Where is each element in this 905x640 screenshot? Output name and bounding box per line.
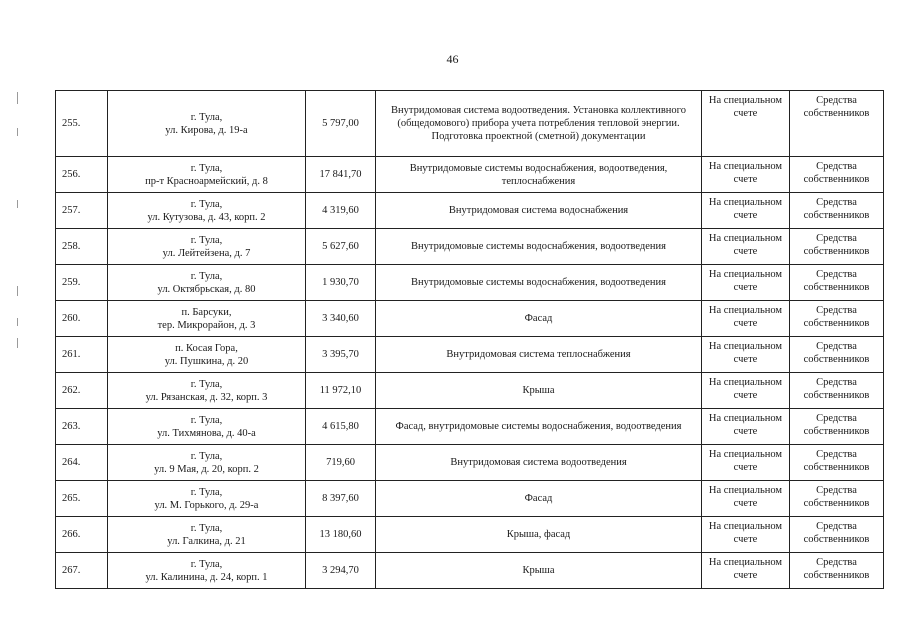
work-type-cell: Внутридомовая система водоотведения [376, 445, 702, 481]
address-street: ул. Тихмянова, д. 40-а [157, 427, 256, 439]
scan-mark [17, 92, 18, 104]
account-cell: На специальном счете [702, 373, 790, 409]
row-number: 256. [56, 157, 108, 193]
table-row [56, 445, 884, 481]
address-cell [108, 373, 306, 409]
row-number: 257. [56, 193, 108, 229]
row-number: 266. [56, 517, 108, 553]
address-street: тер. Микрорайон, д. 3 [157, 319, 256, 331]
address-locality: г. Тула, [190, 486, 223, 498]
row-number: 263. [56, 409, 108, 445]
address-street: ул. Галкина, д. 21 [167, 535, 246, 547]
account-cell: На специальном счете [702, 553, 790, 589]
work-type-cell: Внутридомовая система водоотведения. Установка коллективного (общедомового) прибора учета потребления тепловой энергии. Подготовка проектной (сметной) документации [376, 91, 702, 157]
address-street: пр-т Красноармейский, д. 8 [145, 175, 268, 187]
funding-source-cell: Средства собственников [790, 373, 884, 409]
work-type-cell: Внутридомовые системы водоснабжения, водоотведения [376, 265, 702, 301]
works-table-body [56, 91, 884, 589]
address-street: ул. 9 Мая, д. 20, корп. 2 [154, 463, 259, 475]
address-cell [108, 445, 306, 481]
amount-cell: 1 930,70 [306, 265, 376, 301]
amount-cell: 4 319,60 [306, 193, 376, 229]
table-row [56, 553, 884, 589]
amount-cell: 5 627,60 [306, 229, 376, 265]
work-type-cell: Внутридомовая система водоснабжения [376, 193, 702, 229]
account-cell: На специальном счете [702, 337, 790, 373]
address-street: ул. Рязанская, д. 32, корп. 3 [145, 391, 268, 403]
address-locality: г. Тула, [190, 198, 223, 210]
works-table [55, 90, 884, 589]
row-number: 264. [56, 445, 108, 481]
row-number: 258. [56, 229, 108, 265]
funding-source-cell: Средства собственников [790, 337, 884, 373]
amount-cell: 11 972,10 [306, 373, 376, 409]
funding-source-cell: Средства собственников [790, 265, 884, 301]
work-type-cell: Фасад [376, 481, 702, 517]
row-number: 259. [56, 265, 108, 301]
table-row [56, 337, 884, 373]
address-cell [108, 409, 306, 445]
funding-source-cell: Средства собственников [790, 193, 884, 229]
scan-mark [17, 128, 18, 136]
table-row [56, 193, 884, 229]
work-type-cell: Фасад, внутридомовые системы водоснабжения, водоотведения [376, 409, 702, 445]
work-type-cell: Фасад [376, 301, 702, 337]
funding-source-cell: Средства собственников [790, 301, 884, 337]
table-row [56, 91, 884, 157]
address-locality: г. Тула, [190, 558, 223, 570]
amount-cell: 13 180,60 [306, 517, 376, 553]
account-cell: На специальном счете [702, 409, 790, 445]
table-row [56, 301, 884, 337]
address-cell [108, 157, 306, 193]
address-street: ул. Кирова, д. 19-а [165, 124, 248, 136]
address-cell [108, 265, 306, 301]
address-locality: г. Тула, [190, 522, 223, 534]
funding-source-cell: Средства собственников [790, 517, 884, 553]
address-street: ул. Лейтейзена, д. 7 [162, 247, 251, 259]
scan-mark [17, 318, 18, 326]
row-number: 261. [56, 337, 108, 373]
address-locality: г. Тула, [190, 162, 223, 174]
work-type-cell: Внутридомовые системы водоснабжения, водоотведения [376, 229, 702, 265]
address-locality: г. Тула, [190, 414, 223, 426]
table-row [56, 409, 884, 445]
address-street: ул. М. Горького, д. 29-а [154, 499, 259, 511]
amount-cell: 3 340,60 [306, 301, 376, 337]
table-row [56, 157, 884, 193]
address-cell [108, 301, 306, 337]
account-cell: На специальном счете [702, 193, 790, 229]
address-cell [108, 91, 306, 157]
address-cell [108, 193, 306, 229]
amount-cell: 719,60 [306, 445, 376, 481]
work-type-cell: Внутридомовая система теплоснабжения [376, 337, 702, 373]
funding-source-cell: Средства собственников [790, 553, 884, 589]
work-type-cell: Крыша, фасад [376, 517, 702, 553]
table-row [56, 481, 884, 517]
funding-source-cell: Средства собственников [790, 481, 884, 517]
address-locality: п. Барсуки, [181, 306, 232, 318]
address-street: ул. Пушкина, д. 20 [164, 355, 249, 367]
page-number: 46 [446, 52, 459, 66]
account-cell: На специальном счете [702, 157, 790, 193]
table-row [56, 517, 884, 553]
account-cell: На специальном счете [702, 265, 790, 301]
address-cell [108, 229, 306, 265]
address-street: ул. Кутузова, д. 43, корп. 2 [147, 211, 266, 223]
table-row [56, 265, 884, 301]
address-cell [108, 517, 306, 553]
address-cell [108, 337, 306, 373]
work-type-cell: Внутридомовые системы водоснабжения, водоотведения, теплоснабжения [376, 157, 702, 193]
amount-cell: 4 615,80 [306, 409, 376, 445]
amount-cell: 8 397,60 [306, 481, 376, 517]
address-locality: г. Тула, [190, 270, 223, 282]
account-cell: На специальном счете [702, 517, 790, 553]
row-number: 262. [56, 373, 108, 409]
funding-source-cell: Средства собственников [790, 91, 884, 157]
amount-cell: 17 841,70 [306, 157, 376, 193]
scan-mark [17, 338, 18, 348]
funding-source-cell: Средства собственников [790, 229, 884, 265]
funding-source-cell: Средства собственников [790, 409, 884, 445]
table-row [56, 229, 884, 265]
row-number: 255. [56, 91, 108, 157]
row-number: 267. [56, 553, 108, 589]
address-locality: г. Тула, [190, 111, 223, 123]
scan-mark [17, 286, 18, 296]
work-type-cell: Крыша [376, 553, 702, 589]
address-locality: г. Тула, [190, 450, 223, 462]
account-cell: На специальном счете [702, 91, 790, 157]
funding-source-cell: Средства собственников [790, 445, 884, 481]
funding-source-cell: Средства собственников [790, 157, 884, 193]
address-cell [108, 553, 306, 589]
address-locality: г. Тула, [190, 378, 223, 390]
amount-cell: 3 395,70 [306, 337, 376, 373]
account-cell: На специальном счете [702, 229, 790, 265]
address-street: ул. Калинина, д. 24, корп. 1 [145, 571, 268, 583]
address-street: ул. Октябрьская, д. 80 [157, 283, 256, 295]
account-cell: На специальном счете [702, 445, 790, 481]
row-number: 265. [56, 481, 108, 517]
address-cell [108, 481, 306, 517]
address-locality: г. Тула, [190, 234, 223, 246]
work-type-cell: Крыша [376, 373, 702, 409]
table-row [56, 373, 884, 409]
address-locality: п. Косая Гора, [175, 342, 238, 354]
scan-mark [17, 200, 18, 208]
amount-cell: 3 294,70 [306, 553, 376, 589]
row-number: 260. [56, 301, 108, 337]
account-cell: На специальном счете [702, 301, 790, 337]
account-cell: На специальном счете [702, 481, 790, 517]
amount-cell: 5 797,00 [306, 91, 376, 157]
